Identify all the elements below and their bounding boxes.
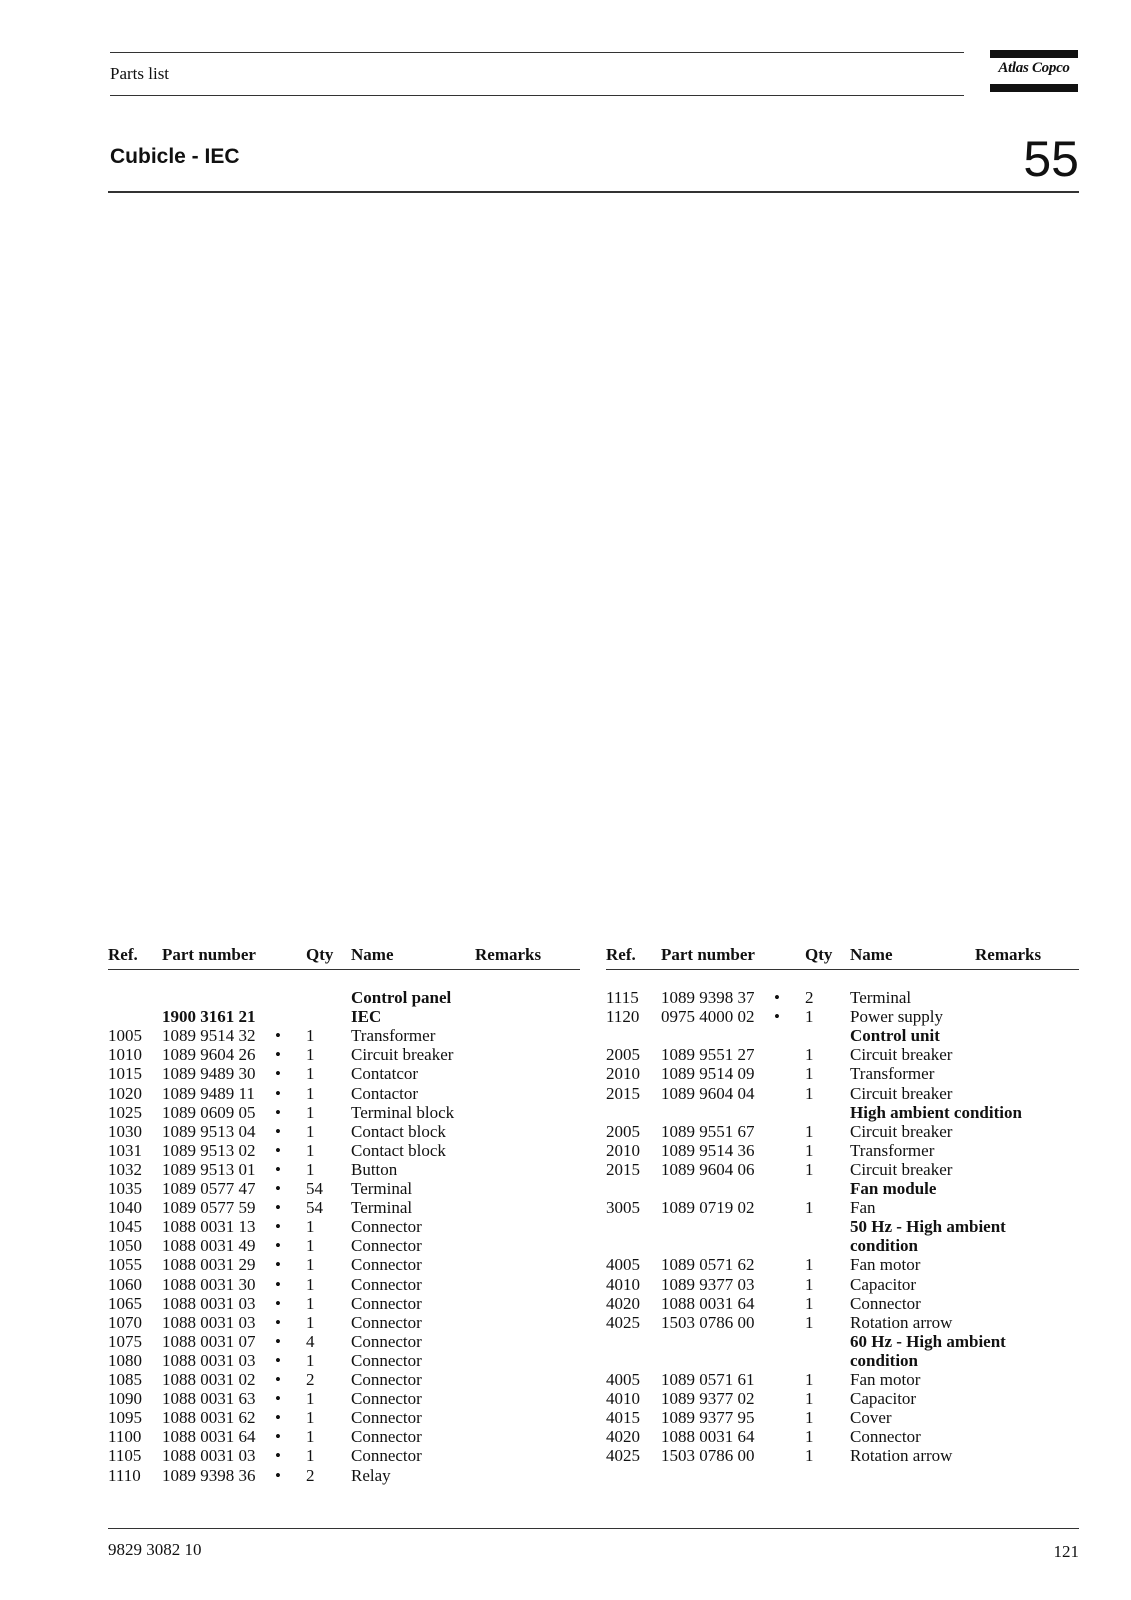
part-number-cell: 1088 0031 64 bbox=[661, 1293, 755, 1313]
qty-cell: 1 bbox=[306, 1083, 315, 1103]
part-number-cell: 0975 4000 02 bbox=[661, 1007, 755, 1027]
table-row bbox=[0, 1236, 1131, 1255]
qty-cell: 1 bbox=[805, 1083, 814, 1103]
part-number-cell: 1088 0031 03 bbox=[162, 1293, 256, 1313]
qty-cell: 1 bbox=[306, 1408, 315, 1428]
name-cell: Connector bbox=[351, 1312, 422, 1332]
name-cell: Contact block bbox=[351, 1121, 446, 1141]
qty-cell: 1 bbox=[805, 1045, 814, 1065]
part-number-cell: 1088 0031 03 bbox=[162, 1312, 256, 1332]
ref-cell: 1025 bbox=[108, 1102, 142, 1122]
part-number-cell: 1088 0031 03 bbox=[162, 1446, 256, 1466]
ref-cell: 2010 bbox=[606, 1064, 640, 1084]
part-number-cell: 1089 9513 01 bbox=[162, 1159, 256, 1179]
table-row bbox=[0, 1045, 1131, 1064]
ref-cell: 1105 bbox=[108, 1446, 142, 1466]
bullet-marker: • bbox=[275, 1312, 281, 1332]
ref-cell: 1032 bbox=[108, 1159, 142, 1179]
section-label: Parts list bbox=[110, 64, 170, 83]
name-cell: Control unit bbox=[850, 1026, 940, 1046]
name-cell: Transformer bbox=[850, 1064, 935, 1084]
name-cell: Connector bbox=[351, 1331, 422, 1351]
part-number-cell: 1088 0031 49 bbox=[162, 1236, 256, 1256]
right-table-header-rule bbox=[606, 969, 1079, 970]
bullet-marker: • bbox=[275, 1255, 281, 1275]
qty-cell: 1 bbox=[306, 1446, 315, 1466]
qty-cell: 1 bbox=[306, 1389, 315, 1409]
ref-cell: 1065 bbox=[108, 1293, 142, 1313]
qty-cell: 1 bbox=[805, 1274, 814, 1294]
qty-cell: 1 bbox=[306, 1236, 315, 1256]
name-cell: Contatcor bbox=[351, 1064, 419, 1084]
ref-cell: 1090 bbox=[108, 1389, 142, 1409]
left-col-name-header: Name bbox=[351, 945, 394, 964]
part-number-cell: 1088 0031 64 bbox=[661, 1427, 755, 1447]
title-rule bbox=[108, 191, 1079, 193]
ref-cell: 1095 bbox=[108, 1408, 142, 1428]
page-number: 121 bbox=[1053, 1542, 1079, 1561]
table-row bbox=[0, 1275, 1131, 1294]
table-row bbox=[0, 1351, 1131, 1370]
part-number-cell: 1088 0031 63 bbox=[162, 1389, 256, 1409]
qty-cell: 1 bbox=[805, 1293, 814, 1313]
qty-cell: 1 bbox=[306, 1064, 315, 1084]
part-number-cell: 1089 9489 30 bbox=[162, 1064, 256, 1084]
ref-cell: 4005 bbox=[606, 1370, 640, 1389]
part-number-cell: 1089 9604 04 bbox=[661, 1083, 755, 1103]
part-number-cell: 1089 9513 04 bbox=[162, 1121, 256, 1141]
table-row bbox=[0, 1160, 1131, 1179]
name-cell: Power supply bbox=[850, 1007, 944, 1027]
bullet-marker: • bbox=[275, 1331, 281, 1351]
table-row bbox=[0, 1007, 1131, 1026]
bullet-marker: • bbox=[774, 1007, 780, 1027]
bullet-marker: • bbox=[275, 1121, 281, 1141]
ref-cell: 1075 bbox=[108, 1331, 142, 1351]
qty-cell: 1 bbox=[306, 1427, 315, 1447]
name-cell: Transformer bbox=[351, 1026, 436, 1046]
name-cell: Connector bbox=[850, 1427, 921, 1447]
qty-cell: 1 bbox=[306, 1102, 315, 1122]
left-table-header-rule bbox=[108, 969, 580, 970]
name-cell: Connector bbox=[351, 1236, 422, 1256]
ref-cell: 1045 bbox=[108, 1217, 142, 1237]
right-col-part-header: Part number bbox=[661, 945, 755, 964]
qty-cell: 1 bbox=[805, 1255, 814, 1275]
part-number-cell: 1503 0786 00 bbox=[661, 1312, 755, 1332]
qty-cell: 1 bbox=[805, 1198, 814, 1218]
bullet-marker: • bbox=[275, 1140, 281, 1160]
left-col-part-header: Part number bbox=[162, 945, 256, 964]
qty-cell: 2 bbox=[306, 1370, 315, 1389]
name-cell: Capacitor bbox=[850, 1389, 917, 1409]
name-cell: Connector bbox=[351, 1370, 422, 1389]
qty-cell: 1 bbox=[805, 1389, 814, 1409]
part-number-cell: 1089 9398 36 bbox=[162, 1465, 256, 1485]
ref-cell: 1115 bbox=[606, 988, 639, 1007]
name-cell: condition bbox=[850, 1236, 919, 1256]
name-cell: Contact block bbox=[351, 1140, 446, 1160]
ref-cell: 1055 bbox=[108, 1255, 142, 1275]
name-cell: Relay bbox=[351, 1465, 391, 1485]
name-cell: Rotation arrow bbox=[850, 1312, 953, 1332]
qty-cell: 1 bbox=[306, 1274, 315, 1294]
part-number-cell: 1089 9551 67 bbox=[661, 1121, 755, 1141]
qty-cell: 1 bbox=[306, 1312, 315, 1332]
ref-cell: 4010 bbox=[606, 1389, 640, 1409]
logo-top-bar bbox=[990, 50, 1078, 58]
table-row bbox=[0, 1332, 1131, 1351]
ref-cell: 1010 bbox=[108, 1045, 142, 1065]
part-number-cell: 1088 0031 64 bbox=[162, 1427, 256, 1447]
bullet-marker: • bbox=[275, 1408, 281, 1428]
name-cell: IEC bbox=[351, 1007, 382, 1027]
part-number-cell: 1088 0031 30 bbox=[162, 1274, 256, 1294]
part-number-cell: 1089 9513 02 bbox=[162, 1140, 256, 1160]
qty-cell: 1 bbox=[805, 1159, 814, 1179]
part-number-cell: 1089 0571 62 bbox=[661, 1255, 755, 1275]
right-col-remarks-header: Remarks bbox=[975, 945, 1042, 964]
name-cell: Connector bbox=[351, 1408, 422, 1428]
bullet-marker: • bbox=[275, 1389, 281, 1409]
table-row bbox=[0, 1370, 1131, 1389]
qty-cell: 1 bbox=[805, 1427, 814, 1447]
part-number-cell: 1900 3161 21 bbox=[162, 1007, 256, 1027]
part-number-cell: 1089 0571 61 bbox=[661, 1370, 755, 1389]
part-number-cell: 1503 0786 00 bbox=[661, 1446, 755, 1466]
table-row bbox=[0, 1389, 1131, 1408]
bullet-marker: • bbox=[275, 1198, 281, 1218]
right-col-ref-header: Ref. bbox=[606, 945, 636, 964]
name-cell: Capacitor bbox=[850, 1274, 917, 1294]
name-cell: Circuit breaker bbox=[850, 1121, 953, 1141]
part-number-cell: 1088 0031 02 bbox=[162, 1370, 256, 1389]
name-cell: Circuit breaker bbox=[351, 1045, 454, 1065]
ref-cell: 3005 bbox=[606, 1198, 640, 1218]
part-number-cell: 1089 9514 09 bbox=[661, 1064, 755, 1084]
table-row bbox=[0, 1313, 1131, 1332]
qty-cell: 1 bbox=[805, 1446, 814, 1466]
table-row bbox=[0, 988, 1131, 1007]
name-cell: 50 Hz - High ambient bbox=[850, 1217, 1006, 1237]
table-row bbox=[0, 1198, 1131, 1217]
ref-cell: 1015 bbox=[108, 1064, 142, 1084]
qty-cell: 1 bbox=[805, 1007, 814, 1027]
name-cell: Connector bbox=[351, 1389, 422, 1409]
ref-cell: 4020 bbox=[606, 1293, 640, 1313]
name-cell: High ambient condition bbox=[850, 1102, 1022, 1122]
name-cell: Connector bbox=[351, 1274, 422, 1294]
header-bottom-rule bbox=[110, 95, 964, 96]
name-cell: Connector bbox=[351, 1293, 422, 1313]
bullet-marker: • bbox=[275, 1370, 281, 1389]
qty-cell: 1 bbox=[306, 1121, 315, 1141]
logo-bottom-bar bbox=[990, 84, 1078, 92]
name-cell: condition bbox=[850, 1350, 919, 1370]
bullet-marker: • bbox=[275, 1179, 281, 1198]
document-number: 9829 3082 10 bbox=[108, 1540, 202, 1559]
name-cell: Connector bbox=[351, 1446, 422, 1466]
bullet-marker: • bbox=[275, 1102, 281, 1122]
table-row bbox=[0, 1084, 1131, 1103]
name-cell: Cover bbox=[850, 1408, 892, 1428]
qty-cell: 1 bbox=[805, 1140, 814, 1160]
part-number-cell: 1088 0031 62 bbox=[162, 1408, 256, 1428]
table-row bbox=[0, 1217, 1131, 1236]
ref-cell: 1030 bbox=[108, 1121, 142, 1141]
name-cell: Terminal bbox=[351, 1198, 413, 1218]
table-row bbox=[0, 1103, 1131, 1122]
ref-cell: 1005 bbox=[108, 1026, 142, 1046]
ref-cell: 1020 bbox=[108, 1083, 142, 1103]
table-row bbox=[0, 1026, 1131, 1045]
right-col-name-header: Name bbox=[850, 945, 893, 964]
atlas-copco-logo bbox=[990, 48, 1078, 94]
name-cell: Fan motor bbox=[850, 1255, 921, 1275]
ref-cell: 2005 bbox=[606, 1121, 640, 1141]
bullet-marker: • bbox=[275, 1236, 281, 1256]
name-cell: Fan motor bbox=[850, 1370, 921, 1389]
qty-cell: 54 bbox=[306, 1179, 323, 1198]
table-row bbox=[0, 1446, 1131, 1465]
name-cell: Connector bbox=[351, 1350, 422, 1370]
part-number-cell: 1089 0577 59 bbox=[162, 1198, 256, 1218]
bullet-marker: • bbox=[275, 1045, 281, 1065]
bullet-marker: • bbox=[275, 1083, 281, 1103]
bullet-marker: • bbox=[774, 988, 780, 1007]
ref-cell: 1080 bbox=[108, 1350, 142, 1370]
header-top-rule bbox=[110, 52, 964, 53]
ref-cell: 1110 bbox=[108, 1465, 141, 1485]
qty-cell: 1 bbox=[805, 1121, 814, 1141]
ref-cell: 1031 bbox=[108, 1140, 142, 1160]
name-cell: Fan module bbox=[850, 1179, 937, 1198]
part-number-cell: 1089 9377 03 bbox=[661, 1274, 755, 1294]
ref-cell: 1100 bbox=[108, 1427, 142, 1447]
name-cell: Contactor bbox=[351, 1083, 419, 1103]
qty-cell: 1 bbox=[805, 1064, 814, 1084]
table-row bbox=[0, 1408, 1131, 1427]
table-row bbox=[0, 1255, 1131, 1274]
part-number-cell: 1089 0577 47 bbox=[162, 1179, 256, 1198]
ref-cell: 1085 bbox=[108, 1370, 142, 1389]
part-number-cell: 1089 9398 37 bbox=[661, 988, 755, 1007]
table-row bbox=[0, 1179, 1131, 1198]
qty-cell: 1 bbox=[306, 1255, 315, 1275]
qty-cell: 1 bbox=[306, 1140, 315, 1160]
ref-cell: 1120 bbox=[606, 1007, 640, 1027]
name-cell: Connector bbox=[351, 1217, 422, 1237]
footer-rule bbox=[108, 1528, 1079, 1529]
bullet-marker: • bbox=[275, 1293, 281, 1313]
name-cell: Connector bbox=[850, 1293, 921, 1313]
bullet-marker: • bbox=[275, 1446, 281, 1466]
qty-cell: 1 bbox=[306, 1026, 315, 1046]
qty-cell: 54 bbox=[306, 1198, 323, 1218]
ref-cell: 1070 bbox=[108, 1312, 142, 1332]
qty-cell: 1 bbox=[306, 1350, 315, 1370]
qty-cell: 1 bbox=[306, 1217, 315, 1237]
ref-cell: 4015 bbox=[606, 1408, 640, 1428]
page-title: Cubicle - IEC bbox=[110, 145, 240, 168]
right-col-qty-header: Qty bbox=[805, 945, 833, 964]
qty-cell: 1 bbox=[306, 1159, 315, 1179]
name-cell: 60 Hz - High ambient bbox=[850, 1331, 1006, 1351]
ref-cell: 1060 bbox=[108, 1274, 142, 1294]
part-number-cell: 1088 0031 03 bbox=[162, 1350, 256, 1370]
ref-cell: 4025 bbox=[606, 1446, 640, 1466]
table-row bbox=[0, 1294, 1131, 1313]
ref-cell: 4020 bbox=[606, 1427, 640, 1447]
table-row bbox=[0, 1064, 1131, 1083]
name-cell: Rotation arrow bbox=[850, 1446, 953, 1466]
ref-cell: 2015 bbox=[606, 1159, 640, 1179]
qty-cell: 2 bbox=[805, 988, 814, 1007]
left-col-ref-header: Ref. bbox=[108, 945, 138, 964]
qty-cell: 1 bbox=[306, 1045, 315, 1065]
table-row bbox=[0, 1427, 1131, 1446]
part-number-cell: 1089 0609 05 bbox=[162, 1102, 256, 1122]
part-number-cell: 1089 9514 32 bbox=[162, 1026, 256, 1046]
part-number-cell: 1089 9514 36 bbox=[661, 1140, 755, 1160]
brand-wordmark: Atlas Copco bbox=[998, 60, 1070, 76]
name-cell: Connector bbox=[351, 1255, 422, 1275]
name-cell: Circuit breaker bbox=[850, 1159, 953, 1179]
ref-cell: 1035 bbox=[108, 1179, 142, 1198]
ref-cell: 2015 bbox=[606, 1083, 640, 1103]
part-number-cell: 1089 9604 06 bbox=[661, 1159, 755, 1179]
chapter-number: 55 bbox=[1023, 131, 1079, 187]
bullet-marker: • bbox=[275, 1026, 281, 1046]
left-col-qty-header: Qty bbox=[306, 945, 334, 964]
bullet-marker: • bbox=[275, 1465, 281, 1485]
table-row bbox=[0, 1466, 1131, 1485]
qty-cell: 1 bbox=[805, 1370, 814, 1389]
qty-cell: 4 bbox=[306, 1331, 315, 1351]
name-cell: Terminal bbox=[850, 988, 912, 1007]
ref-cell: 2005 bbox=[606, 1045, 640, 1065]
qty-cell: 1 bbox=[805, 1312, 814, 1332]
qty-cell: 2 bbox=[306, 1465, 315, 1485]
ref-cell: 1040 bbox=[108, 1198, 142, 1218]
ref-cell: 4005 bbox=[606, 1255, 640, 1275]
name-cell: Circuit breaker bbox=[850, 1045, 953, 1065]
qty-cell: 1 bbox=[805, 1408, 814, 1428]
bullet-marker: • bbox=[275, 1427, 281, 1447]
part-number-cell: 1088 0031 13 bbox=[162, 1217, 256, 1237]
part-number-cell: 1089 9377 02 bbox=[661, 1389, 755, 1409]
part-number-cell: 1089 9551 27 bbox=[661, 1045, 755, 1065]
bullet-marker: • bbox=[275, 1064, 281, 1084]
part-number-cell: 1089 9489 11 bbox=[162, 1083, 255, 1103]
bullet-marker: • bbox=[275, 1159, 281, 1179]
bullet-marker: • bbox=[275, 1350, 281, 1370]
bullet-marker: • bbox=[275, 1217, 281, 1237]
table-row bbox=[0, 1122, 1131, 1141]
name-cell: Button bbox=[351, 1159, 398, 1179]
bullet-marker: • bbox=[275, 1274, 281, 1294]
name-cell: Terminal block bbox=[351, 1102, 455, 1122]
ref-cell: 4025 bbox=[606, 1312, 640, 1332]
name-cell: Fan bbox=[850, 1198, 876, 1218]
table-row bbox=[0, 1141, 1131, 1160]
ref-cell: 4010 bbox=[606, 1274, 640, 1294]
part-number-cell: 1089 0719 02 bbox=[661, 1198, 755, 1218]
name-cell: Connector bbox=[351, 1427, 422, 1447]
part-number-cell: 1088 0031 07 bbox=[162, 1331, 256, 1351]
qty-cell: 1 bbox=[306, 1293, 315, 1313]
part-number-cell: 1088 0031 29 bbox=[162, 1255, 256, 1275]
ref-cell: 1050 bbox=[108, 1236, 142, 1256]
name-cell: Circuit breaker bbox=[850, 1083, 953, 1103]
ref-cell: 2010 bbox=[606, 1140, 640, 1160]
part-number-cell: 1089 9377 95 bbox=[661, 1408, 755, 1428]
name-cell: Transformer bbox=[850, 1140, 935, 1160]
name-cell: Control panel bbox=[351, 988, 452, 1007]
part-number-cell: 1089 9604 26 bbox=[162, 1045, 256, 1065]
name-cell: Terminal bbox=[351, 1179, 413, 1198]
left-col-remarks-header: Remarks bbox=[475, 945, 542, 964]
